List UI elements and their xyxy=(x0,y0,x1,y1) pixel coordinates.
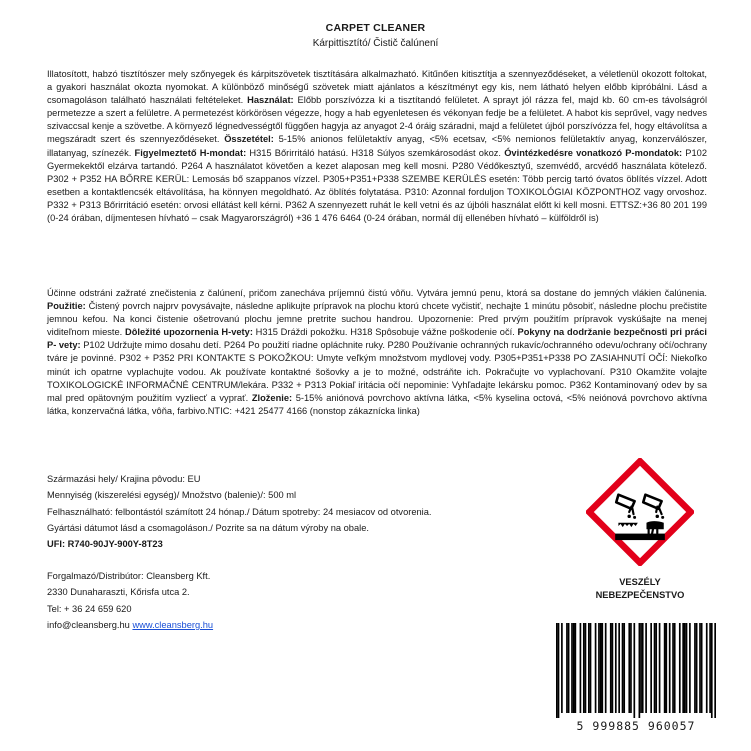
sk-composition-text: 5-15% aniónová povrchovo aktívna látka, <5% kyselina octová, <5% neiónová povrchovo aktívna látka, konzervačná látka, vôňa, farbivo.NTIC: +421 25477 4166 (nonstop zákaznícka linka) xyxy=(47,392,707,416)
slovak-description xyxy=(47,287,707,418)
sk-use-label: Použitie: xyxy=(47,301,86,312)
signal-word-sk: NEBEZPEČENSTVO xyxy=(595,590,685,600)
sk-h-statements-label: Dôležité upozornenia H-vety: xyxy=(124,327,253,338)
hu-composition-label: Összetétel: xyxy=(224,134,274,145)
distributor-phone: Tel: + 36 24 659 620 xyxy=(47,603,132,614)
barcode-bar xyxy=(679,623,681,713)
barcode-group-1: 999885 xyxy=(592,719,640,733)
barcode-bar xyxy=(669,623,671,713)
barcode-digits xyxy=(556,719,716,733)
hu-use-label: Használat: xyxy=(247,95,294,106)
barcode-bar xyxy=(610,623,612,713)
barcode-bar xyxy=(612,623,614,713)
barcode-bar xyxy=(575,623,577,713)
distributor-address: 2330 Dunaharaszti, Kőrisfa utca 2. xyxy=(47,587,190,598)
barcode-bar xyxy=(588,623,590,713)
barcode-first-digit: 5 xyxy=(576,719,585,733)
barcode-bar xyxy=(585,623,587,713)
barcode-bar xyxy=(622,623,624,713)
barcode-bar xyxy=(633,623,635,718)
distributor-contact xyxy=(47,617,567,633)
barcode-bar xyxy=(686,623,688,713)
barcode-bar xyxy=(623,623,625,713)
product-subtitle: Kárpittisztító/ Čistič čalúnení xyxy=(312,38,439,49)
barcode-bar xyxy=(684,623,686,713)
barcode-bar xyxy=(580,623,582,713)
barcode-bar xyxy=(714,623,716,718)
barcode-bar xyxy=(600,623,602,713)
barcode-bar xyxy=(590,623,592,713)
production-date-line: Gyártási dátumot lásd a csomagoláson./ Pozrite sa na dátum výroby na obale. xyxy=(47,522,369,533)
barcode-bar xyxy=(689,623,691,713)
sk-p-statements-label: Pokyny na dodržanie bezpečnosti pri práci P- vety: xyxy=(47,327,707,351)
barcode-bar xyxy=(659,623,661,713)
barcode-bar xyxy=(571,623,573,713)
barcode-bar xyxy=(654,623,656,713)
barcode-bar xyxy=(706,623,708,713)
distributor-website-link[interactable]: www.cleansberg.hu xyxy=(132,619,214,630)
ghs05-corrosion-icon xyxy=(586,458,694,566)
sk-intro: Účinne odstráni zažraté znečistenia z čalúnení, pričom zanecháva príjemnú čistú vôňu. Vytvára jemnú penu, ktorá sa dostane do jemných vlákien čalúnenia. xyxy=(47,288,707,298)
barcode-bar xyxy=(650,623,652,713)
barcode-bar xyxy=(568,623,570,713)
barcode-bar xyxy=(645,623,647,713)
barcode-bar xyxy=(615,623,617,713)
barcode-bar xyxy=(682,623,684,713)
barcode-bar xyxy=(672,623,674,713)
barcode-bar xyxy=(655,623,657,713)
barcode-bar xyxy=(701,623,703,713)
barcode-bar xyxy=(664,623,666,713)
ufi-code: UFI: R740-90JY-900Y-8T23 xyxy=(47,539,163,550)
barcode-bar xyxy=(674,623,676,713)
hu-p-statements-text: P102 Gyermekektől elzárva tartandó. P264 A használatot követően a kezet alaposan meg kell mosni. P280 Védőkesztyű, szemvédő, arcvédő használata kötelező. P302 + P352 HA BŐRRE KERÜL: Lemosás bő szappanos vízzel. P305+P351+P338 SZEMBE KERÜLÉS esetén: Több percig tartó óvatos öblítés vízzel. Adott esetben a kontaktlencsék eltávolítása, ha könnyen megoldható. Az öblítés folytatása. P310: Azonnal forduljon TOXIKOLÓGIAI KÖZPONTHOZ vagy orvoshoz. P332 + P313 Bőrirritáció esetén: orvosi ellátást kell kérni. P362 A szennyezett ruhát le kell vetni és az újbóli használat előtt ki kell mosni. ETTSZ:+36 80 201 199 (0-24 órában, díjmentesen hívható – csak Magyarországról) +36 1 476 6464 (0-24 órában, normál díj ellenében hívható – külföldről is) xyxy=(47,147,707,224)
hu-p-statements-label: Óvintézkedésre vonatkozó P-mondatok: xyxy=(504,147,683,158)
barcode-bar xyxy=(694,623,696,713)
ean-barcode xyxy=(556,623,716,718)
barcode-bar xyxy=(561,623,563,713)
hu-h-statements-text: H315 Bőrirritáló hatású. H318 Súlyos szemkárosodást okoz. xyxy=(246,147,505,158)
hu-use-text: Előbb porszívózza ki a tisztítandó felületet. A sprayt jól rázza fel, majd kb. 60 cm-es távolságról permetezze a szert a felületre. A permetezést körkörösen végezze, hogy a hab egyenletesen és vékonyan fedje be a felületet. A habot kis seprűvel, vagy nedves szivaccsal kenje a szövetbe. A környező légnedvességtől függően hagyja az anyagot 2-4 óráig száradni, majd a felületet újból porszívózza fel, hogy eltávolítsa a megszáradt szert és szennyeződéseket. xyxy=(47,95,708,145)
origin-line: Származási hely/ Krajina pôvodu: EU xyxy=(47,474,201,484)
barcode-bar xyxy=(640,623,642,713)
signal-word-hu: VESZÉLY xyxy=(619,577,661,587)
barcode-bar xyxy=(665,623,667,713)
barcode-bar xyxy=(711,623,713,718)
barcode-bar xyxy=(699,623,701,713)
barcode-group-2: 960057 xyxy=(647,719,696,733)
distributor-info xyxy=(47,568,567,633)
barcode-bar xyxy=(556,623,558,718)
barcode-bar xyxy=(639,623,641,718)
sk-p-statements-text: P102 Udržujte mimo dosahu detí. P264 Po použití riadne opláchnite ruky. P280 Používanie ochranných rukavíc/ochranného odevu/ochrany očí/ochrany tváre je povinné. P302 + P352 PRI KONTAKTE S POKOŽKOU: Umyte veľkým množstvom mydlovej vody. P305+P351+P338 PO ZASIAHNUTÍ OČÍ: Niekoľko minút ich opatrne vyplachujte vodou. Ak používate kontaktné šošovky a je to možné, odstráňte ich. Pokračujte vo vyplachovaní. P310 Okamžite volajte TOXIKOLOGICKÉ INFORMAČNÉ CENTRUM/lekára. P332 + P313 Pokiaľ iritácia očí nepominie: Vyhľadajte lekársku pomoc. P362 Kontaminovaný odev by sa mal pred opätovným použitím vyzliecť a vyprať. xyxy=(47,340,707,403)
hu-h-statements-label: Figyelmeztető H-mondat: xyxy=(134,147,247,158)
barcode-bar xyxy=(595,623,597,713)
hu-intro: Illatosított, habzó tisztítószer mely szőnyegek és kárpitszövetek tisztítására alkalmazható. Kitűnően kitisztítja a szennyeződéseket, a véletlenül okozott foltokat, a gyakori használat okozta nyomokat. A különböző minőségű szövetek miatt ajánlatos a készítményt egy kis, nem látható helyen előbb kipróbálni. Lásd a csomagoláson található használati feltételeket. xyxy=(47,69,707,106)
barcode-bar xyxy=(630,623,632,713)
product-info xyxy=(47,471,567,552)
shelf-life-line: Felhasználható: felbontástól számított 24 hónap./ Dátum spotreby: 24 mesiacov od otvorenia. xyxy=(47,506,432,517)
hungarian-description xyxy=(47,68,707,225)
barcode-bar xyxy=(558,623,560,718)
product-title: CARPET CLEANER xyxy=(325,22,426,34)
barcode-bar xyxy=(583,623,585,713)
sk-h-statements-text: H315 Dráždi pokožku. H318 Spôsobuje vážne poškodenie očí. xyxy=(252,327,518,338)
barcode-bar xyxy=(709,623,711,713)
barcode-bar xyxy=(566,623,568,713)
barcode-bar xyxy=(573,623,575,713)
barcode-bar xyxy=(605,623,607,713)
hu-composition-text: 5-15% anionos felületaktív anyag, <5% ecetsav, <5% nemionos felületaktív anyag, konzerválószer, illatanyag, színezék. xyxy=(47,134,707,158)
barcode-bar xyxy=(628,623,630,713)
barcode-bar xyxy=(618,623,620,713)
hazard-signal-words xyxy=(590,576,690,602)
sk-use-text: Čistený povrch najprv povysávajte, následne aplikujte prípravok na plochu ktorú chcete vyčistiť, nechajte 1 minútu pôsobiť, následne plochu prečistite jemnou kefou. Na konci čistenie ošetrovanú plochu jemne pretrite suchou handrou. Upozornenie: Pred prvým použitím prípravok vyskúšajte na menej viditeľnom mieste. xyxy=(47,301,707,338)
barcode-bar xyxy=(598,623,600,713)
barcode-bar xyxy=(601,623,603,713)
barcode-bar xyxy=(642,623,644,713)
barcode-bar xyxy=(696,623,698,713)
sk-composition-label: Zloženie: xyxy=(251,392,293,403)
distributor-name: Forgalmazó/Distribútor: Cleansberg Kft. xyxy=(47,571,211,581)
distributor-email[interactable]: info@cleansberg.hu xyxy=(47,619,130,630)
quantity-line: Mennyiség (kiszerelési egység)/ Množstvo (balenie)/: 500 ml xyxy=(47,490,297,501)
